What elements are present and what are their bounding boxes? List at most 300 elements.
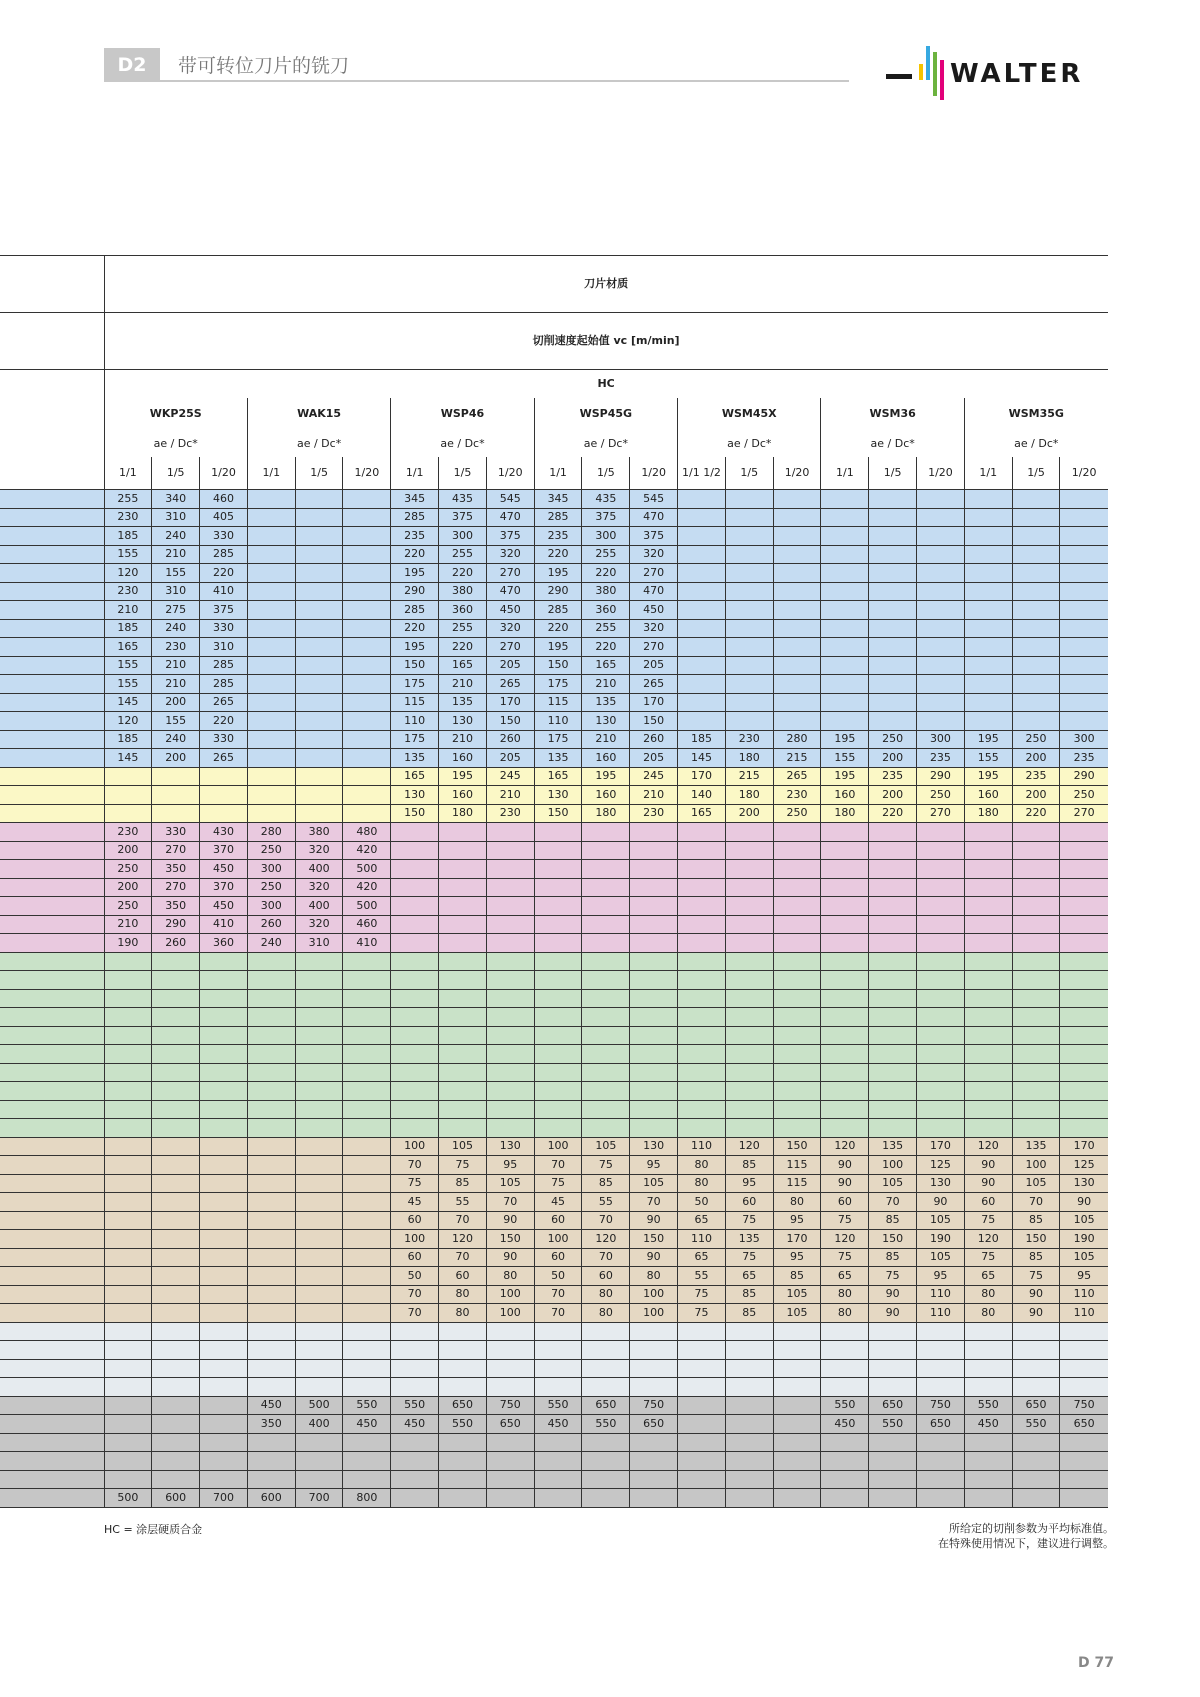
table-row xyxy=(0,1489,1108,1508)
table-row xyxy=(0,1267,1108,1286)
speed-cell xyxy=(439,952,487,971)
speed-cell xyxy=(678,1008,726,1027)
speed-cell: 50 xyxy=(534,1267,582,1286)
speed-cell xyxy=(1012,1433,1060,1452)
speed-cell xyxy=(343,1137,391,1156)
speed-cell xyxy=(1012,712,1060,731)
speed-cell: 280 xyxy=(773,730,821,749)
speed-cell xyxy=(104,1100,152,1119)
speed-cell: 220 xyxy=(200,564,248,583)
speed-cell xyxy=(152,1248,200,1267)
speed-cell: 380 xyxy=(295,823,343,842)
speed-cell xyxy=(1060,897,1108,916)
speed-cell xyxy=(1012,1045,1060,1064)
speed-cell xyxy=(104,767,152,786)
speed-cell xyxy=(725,1008,773,1027)
speed-cell xyxy=(1060,1433,1108,1452)
speed-cell xyxy=(295,786,343,805)
speed-cell xyxy=(343,1285,391,1304)
speed-cell xyxy=(247,1026,295,1045)
speed-cell: 65 xyxy=(821,1267,869,1286)
speed-cell: 270 xyxy=(152,841,200,860)
speed-cell: 200 xyxy=(1012,749,1060,768)
speed-cell xyxy=(917,915,965,934)
speed-cell xyxy=(295,1230,343,1249)
table-row xyxy=(0,804,1108,823)
speed-cell: 450 xyxy=(391,1415,439,1434)
speed-cell xyxy=(678,1489,726,1508)
speed-cell xyxy=(200,1100,248,1119)
speed-cell xyxy=(343,1045,391,1064)
speed-cell: 175 xyxy=(534,675,582,694)
speed-cell xyxy=(1060,1045,1108,1064)
speed-cell xyxy=(343,1452,391,1471)
speed-cell xyxy=(725,915,773,934)
speed-cell xyxy=(343,693,391,712)
speed-cell: 90 xyxy=(486,1211,534,1230)
speed-cell: 75 xyxy=(821,1248,869,1267)
speed-cell xyxy=(486,971,534,990)
speed-cell: 90 xyxy=(964,1156,1012,1175)
speed-cell: 80 xyxy=(582,1285,630,1304)
speed-cell xyxy=(152,1267,200,1286)
speed-cell xyxy=(773,1470,821,1489)
speed-cell: 180 xyxy=(725,786,773,805)
speed-cell xyxy=(725,860,773,879)
speed-cell: 115 xyxy=(534,693,582,712)
speed-cell: 90 xyxy=(869,1285,917,1304)
speed-cell xyxy=(1012,601,1060,620)
table-row xyxy=(0,897,1108,916)
speed-cell xyxy=(869,823,917,842)
speed-cell: 230 xyxy=(486,804,534,823)
speed-cell xyxy=(1012,1026,1060,1045)
speed-cell xyxy=(391,989,439,1008)
speed-cell xyxy=(295,619,343,638)
speed-cell xyxy=(247,656,295,675)
speed-cell xyxy=(773,1341,821,1360)
speed-cell: 235 xyxy=(534,527,582,546)
speed-cell xyxy=(1012,582,1060,601)
speed-cell: 210 xyxy=(582,730,630,749)
table-row xyxy=(0,545,1108,564)
speed-cell: 90 xyxy=(821,1174,869,1193)
speed-cell xyxy=(773,1378,821,1397)
speed-cell xyxy=(582,860,630,879)
speed-cell: 405 xyxy=(200,508,248,527)
speed-cell: 200 xyxy=(869,749,917,768)
speed-cell xyxy=(773,693,821,712)
table-row xyxy=(0,1341,1108,1360)
speed-cell xyxy=(295,693,343,712)
speed-cell: 230 xyxy=(152,638,200,657)
row-label-cell xyxy=(0,767,104,786)
speed-cell xyxy=(486,1322,534,1341)
speed-cell xyxy=(725,1045,773,1064)
speed-cell xyxy=(534,1378,582,1397)
speed-cell xyxy=(486,1063,534,1082)
ratio-label: ae / Dc* xyxy=(678,431,821,457)
speed-cell: 135 xyxy=(869,1137,917,1156)
speed-cell: 320 xyxy=(630,545,678,564)
speed-cell xyxy=(1060,952,1108,971)
speed-cell: 280 xyxy=(247,823,295,842)
speed-cell: 220 xyxy=(582,564,630,583)
speed-cell: 470 xyxy=(486,508,534,527)
speed-cell xyxy=(439,1026,487,1045)
table-row xyxy=(0,1304,1108,1323)
speed-cell xyxy=(821,527,869,546)
speed-cell xyxy=(821,823,869,842)
speed-cell xyxy=(821,1489,869,1508)
speed-cell: 200 xyxy=(104,841,152,860)
speed-cell: 85 xyxy=(1012,1248,1060,1267)
speed-cell xyxy=(391,878,439,897)
speed-cell xyxy=(725,1470,773,1489)
grade-header: WKP25S xyxy=(104,398,247,431)
speed-cell xyxy=(1012,860,1060,879)
speed-cell xyxy=(343,1304,391,1323)
speed-cell: 205 xyxy=(486,656,534,675)
speed-cell: 100 xyxy=(534,1137,582,1156)
speed-cell: 460 xyxy=(343,915,391,934)
speed-cell: 135 xyxy=(1012,1137,1060,1156)
speed-cell: 195 xyxy=(439,767,487,786)
speed-cell: 270 xyxy=(486,564,534,583)
speed-cell xyxy=(343,1378,391,1397)
speed-cell xyxy=(534,823,582,842)
speed-cell xyxy=(534,1489,582,1508)
speed-cell: 50 xyxy=(391,1267,439,1286)
speed-cell: 430 xyxy=(200,823,248,842)
table-row xyxy=(0,1156,1108,1175)
speed-cell: 500 xyxy=(343,897,391,916)
speed-cell xyxy=(343,1267,391,1286)
speed-cell xyxy=(486,1359,534,1378)
speed-cell xyxy=(725,1396,773,1415)
speed-cell: 125 xyxy=(917,1156,965,1175)
speed-cell: 210 xyxy=(439,730,487,749)
speed-cell xyxy=(200,1082,248,1101)
speed-cell xyxy=(439,1433,487,1452)
row-label-cell xyxy=(0,841,104,860)
speed-cell xyxy=(152,1322,200,1341)
speed-cell xyxy=(869,1359,917,1378)
speed-cell: 165 xyxy=(391,767,439,786)
speed-cell xyxy=(917,1341,965,1360)
speed-cell: 100 xyxy=(1012,1156,1060,1175)
speed-cell: 375 xyxy=(582,508,630,527)
speed-cell xyxy=(152,1433,200,1452)
speed-cell: 215 xyxy=(773,749,821,768)
speed-cell: 750 xyxy=(486,1396,534,1415)
speed-cell: 70 xyxy=(1012,1193,1060,1212)
speed-cell xyxy=(534,1322,582,1341)
speed-cell xyxy=(964,693,1012,712)
speed-cell: 130 xyxy=(630,1137,678,1156)
speed-cell: 170 xyxy=(678,767,726,786)
speed-cell xyxy=(678,1063,726,1082)
speed-cell xyxy=(295,712,343,731)
speed-cell: 375 xyxy=(630,527,678,546)
speed-cell xyxy=(630,841,678,860)
row-label-cell xyxy=(0,601,104,620)
speed-cell xyxy=(104,1415,152,1434)
speed-cell: 270 xyxy=(486,638,534,657)
speed-cell: 215 xyxy=(725,767,773,786)
speed-cell xyxy=(295,971,343,990)
speed-cell xyxy=(104,1248,152,1267)
speed-cell xyxy=(152,1285,200,1304)
speed-cell: 70 xyxy=(439,1211,487,1230)
speed-cell xyxy=(869,582,917,601)
speed-cell xyxy=(917,1359,965,1378)
speed-cell xyxy=(964,675,1012,694)
speed-cell: 310 xyxy=(152,582,200,601)
speed-cell: 70 xyxy=(534,1156,582,1175)
speed-cell xyxy=(247,545,295,564)
speed-cell: 345 xyxy=(534,490,582,509)
speed-cell: 330 xyxy=(200,619,248,638)
speed-cell xyxy=(152,1100,200,1119)
speed-cell: 255 xyxy=(439,545,487,564)
speed-cell: 105 xyxy=(439,1137,487,1156)
speed-cell: 95 xyxy=(486,1156,534,1175)
row-label-cell xyxy=(0,1341,104,1360)
speed-cell xyxy=(534,897,582,916)
speed-cell: 60 xyxy=(964,1193,1012,1212)
speed-cell: 210 xyxy=(582,675,630,694)
speed-cell: 70 xyxy=(391,1304,439,1323)
speed-cell xyxy=(247,1304,295,1323)
speed-cell xyxy=(104,804,152,823)
speed-cell xyxy=(1012,1082,1060,1101)
speed-cell xyxy=(295,1026,343,1045)
speed-cell xyxy=(773,1396,821,1415)
speed-cell xyxy=(104,786,152,805)
table-row xyxy=(0,508,1108,527)
speed-cell: 85 xyxy=(869,1211,917,1230)
speed-cell xyxy=(534,1045,582,1064)
speed-cell: 205 xyxy=(630,656,678,675)
speed-cell: 220 xyxy=(869,804,917,823)
speed-cell xyxy=(439,1100,487,1119)
speed-cell xyxy=(295,1341,343,1360)
speed-cell: 60 xyxy=(534,1211,582,1230)
table-row xyxy=(0,1433,1108,1452)
speed-cell: 130 xyxy=(534,786,582,805)
footer-note-line2: 在特殊使用情况下，建议进行调整。 xyxy=(938,1537,1114,1550)
speed-cell xyxy=(391,1433,439,1452)
speed-cell xyxy=(582,1008,630,1027)
speed-cell: 300 xyxy=(917,730,965,749)
speed-cell: 360 xyxy=(439,601,487,620)
speed-cell xyxy=(725,712,773,731)
speed-cell: 110 xyxy=(391,712,439,731)
speed-cell xyxy=(678,675,726,694)
speed-cell xyxy=(678,1119,726,1138)
speed-cell xyxy=(152,1452,200,1471)
speed-cell: 120 xyxy=(582,1230,630,1249)
speed-cell: 150 xyxy=(1012,1230,1060,1249)
speed-cell: 375 xyxy=(486,527,534,546)
speed-cell: 150 xyxy=(391,656,439,675)
speed-cell: 60 xyxy=(391,1248,439,1267)
speed-cell: 300 xyxy=(1060,730,1108,749)
row-label-cell xyxy=(0,1193,104,1212)
speed-cell xyxy=(678,1359,726,1378)
speed-cell xyxy=(200,1322,248,1341)
speed-cell xyxy=(917,1378,965,1397)
speed-cell xyxy=(582,989,630,1008)
table-row xyxy=(0,878,1108,897)
speed-cell xyxy=(917,823,965,842)
speed-cell: 105 xyxy=(773,1304,821,1323)
speed-cell xyxy=(486,1119,534,1138)
speed-cell: 250 xyxy=(1012,730,1060,749)
speed-cell xyxy=(247,1174,295,1193)
speed-cell: 90 xyxy=(1012,1304,1060,1323)
speed-cell xyxy=(678,878,726,897)
speed-cell xyxy=(1012,1341,1060,1360)
speed-cell xyxy=(343,712,391,731)
speed-cell xyxy=(1012,675,1060,694)
table-row xyxy=(0,1285,1108,1304)
speed-cell: 135 xyxy=(534,749,582,768)
speed-cell xyxy=(104,1304,152,1323)
speed-cell xyxy=(247,749,295,768)
speed-cell xyxy=(295,601,343,620)
speed-cell: 75 xyxy=(964,1211,1012,1230)
row-label-cell xyxy=(0,1415,104,1434)
page-number: D 77 xyxy=(1078,1655,1114,1671)
speed-cell xyxy=(200,1248,248,1267)
speed-cell xyxy=(773,638,821,657)
speed-cell xyxy=(917,1322,965,1341)
speed-cell xyxy=(821,860,869,879)
speed-cell xyxy=(104,1322,152,1341)
speed-cell xyxy=(964,656,1012,675)
speed-cell xyxy=(343,1470,391,1489)
speed-cell xyxy=(917,582,965,601)
speed-cell: 120 xyxy=(964,1230,1012,1249)
speed-cell xyxy=(295,1082,343,1101)
speed-cell: 210 xyxy=(486,786,534,805)
speed-cell xyxy=(152,1193,200,1212)
speed-cell xyxy=(152,1174,200,1193)
table-row xyxy=(0,934,1108,953)
speed-cell xyxy=(725,675,773,694)
speed-cell xyxy=(295,1322,343,1341)
row-label-cell xyxy=(0,897,104,916)
speed-cell xyxy=(1060,675,1108,694)
speed-cell: 285 xyxy=(391,508,439,527)
speed-cell: 195 xyxy=(582,767,630,786)
table-row xyxy=(0,1082,1108,1101)
speed-cell: 190 xyxy=(1060,1230,1108,1249)
speed-cell xyxy=(295,1285,343,1304)
speed-cell: 170 xyxy=(630,693,678,712)
grade-header: WSM36 xyxy=(821,398,964,431)
speed-cell xyxy=(582,878,630,897)
speed-cell xyxy=(104,1267,152,1286)
row-label-cell xyxy=(0,619,104,638)
speed-cell xyxy=(725,952,773,971)
speed-cell xyxy=(964,527,1012,546)
speed-cell: 260 xyxy=(630,730,678,749)
speed-cell xyxy=(343,786,391,805)
ratio-column-header: 1/20 xyxy=(1060,457,1108,490)
speed-cell: 80 xyxy=(439,1304,487,1323)
speed-cell xyxy=(917,675,965,694)
speed-cell xyxy=(152,804,200,823)
speed-cell: 210 xyxy=(439,675,487,694)
speed-cell: 150 xyxy=(486,1230,534,1249)
speed-cell xyxy=(1060,934,1108,953)
speed-cell: 75 xyxy=(1012,1267,1060,1286)
speed-cell: 180 xyxy=(964,804,1012,823)
speed-cell xyxy=(295,1452,343,1471)
speed-cell: 50 xyxy=(678,1193,726,1212)
speed-cell xyxy=(152,952,200,971)
speed-cell xyxy=(295,1433,343,1452)
speed-cell: 75 xyxy=(821,1211,869,1230)
speed-cell xyxy=(439,915,487,934)
speed-cell: 165 xyxy=(439,656,487,675)
table-row xyxy=(0,638,1108,657)
speed-cell: 260 xyxy=(247,915,295,934)
speed-cell xyxy=(247,1008,295,1027)
ratio-column-header: 1/1 xyxy=(104,457,152,490)
speed-cell xyxy=(200,1156,248,1175)
speed-cell xyxy=(1060,693,1108,712)
speed-cell xyxy=(725,582,773,601)
table-row xyxy=(0,712,1108,731)
speed-cell: 410 xyxy=(200,582,248,601)
speed-cell: 265 xyxy=(486,675,534,694)
speed-cell: 270 xyxy=(1060,804,1108,823)
speed-cell: 195 xyxy=(964,730,1012,749)
speed-cell xyxy=(821,1452,869,1471)
speed-cell xyxy=(343,1100,391,1119)
row-label-cell xyxy=(0,1285,104,1304)
speed-cell xyxy=(247,1359,295,1378)
speed-cell xyxy=(1012,989,1060,1008)
speed-cell: 370 xyxy=(200,878,248,897)
speed-cell: 145 xyxy=(104,749,152,768)
speed-cell: 80 xyxy=(964,1285,1012,1304)
speed-cell xyxy=(917,971,965,990)
speed-cell xyxy=(725,490,773,509)
speed-cell xyxy=(104,1008,152,1027)
speed-cell: 165 xyxy=(104,638,152,657)
speed-cell xyxy=(773,582,821,601)
speed-cell: 155 xyxy=(152,564,200,583)
speed-cell: 75 xyxy=(439,1156,487,1175)
speed-cell xyxy=(343,1248,391,1267)
row-label-cell xyxy=(0,1174,104,1193)
speed-cell xyxy=(200,1193,248,1212)
speed-cell: 195 xyxy=(964,767,1012,786)
speed-cell xyxy=(917,545,965,564)
speed-cell xyxy=(630,878,678,897)
speed-cell: 550 xyxy=(1012,1415,1060,1434)
speed-cell xyxy=(678,860,726,879)
speed-cell: 90 xyxy=(630,1248,678,1267)
speed-cell: 450 xyxy=(247,1396,295,1415)
speed-cell xyxy=(439,1378,487,1397)
speed-cell xyxy=(295,749,343,768)
